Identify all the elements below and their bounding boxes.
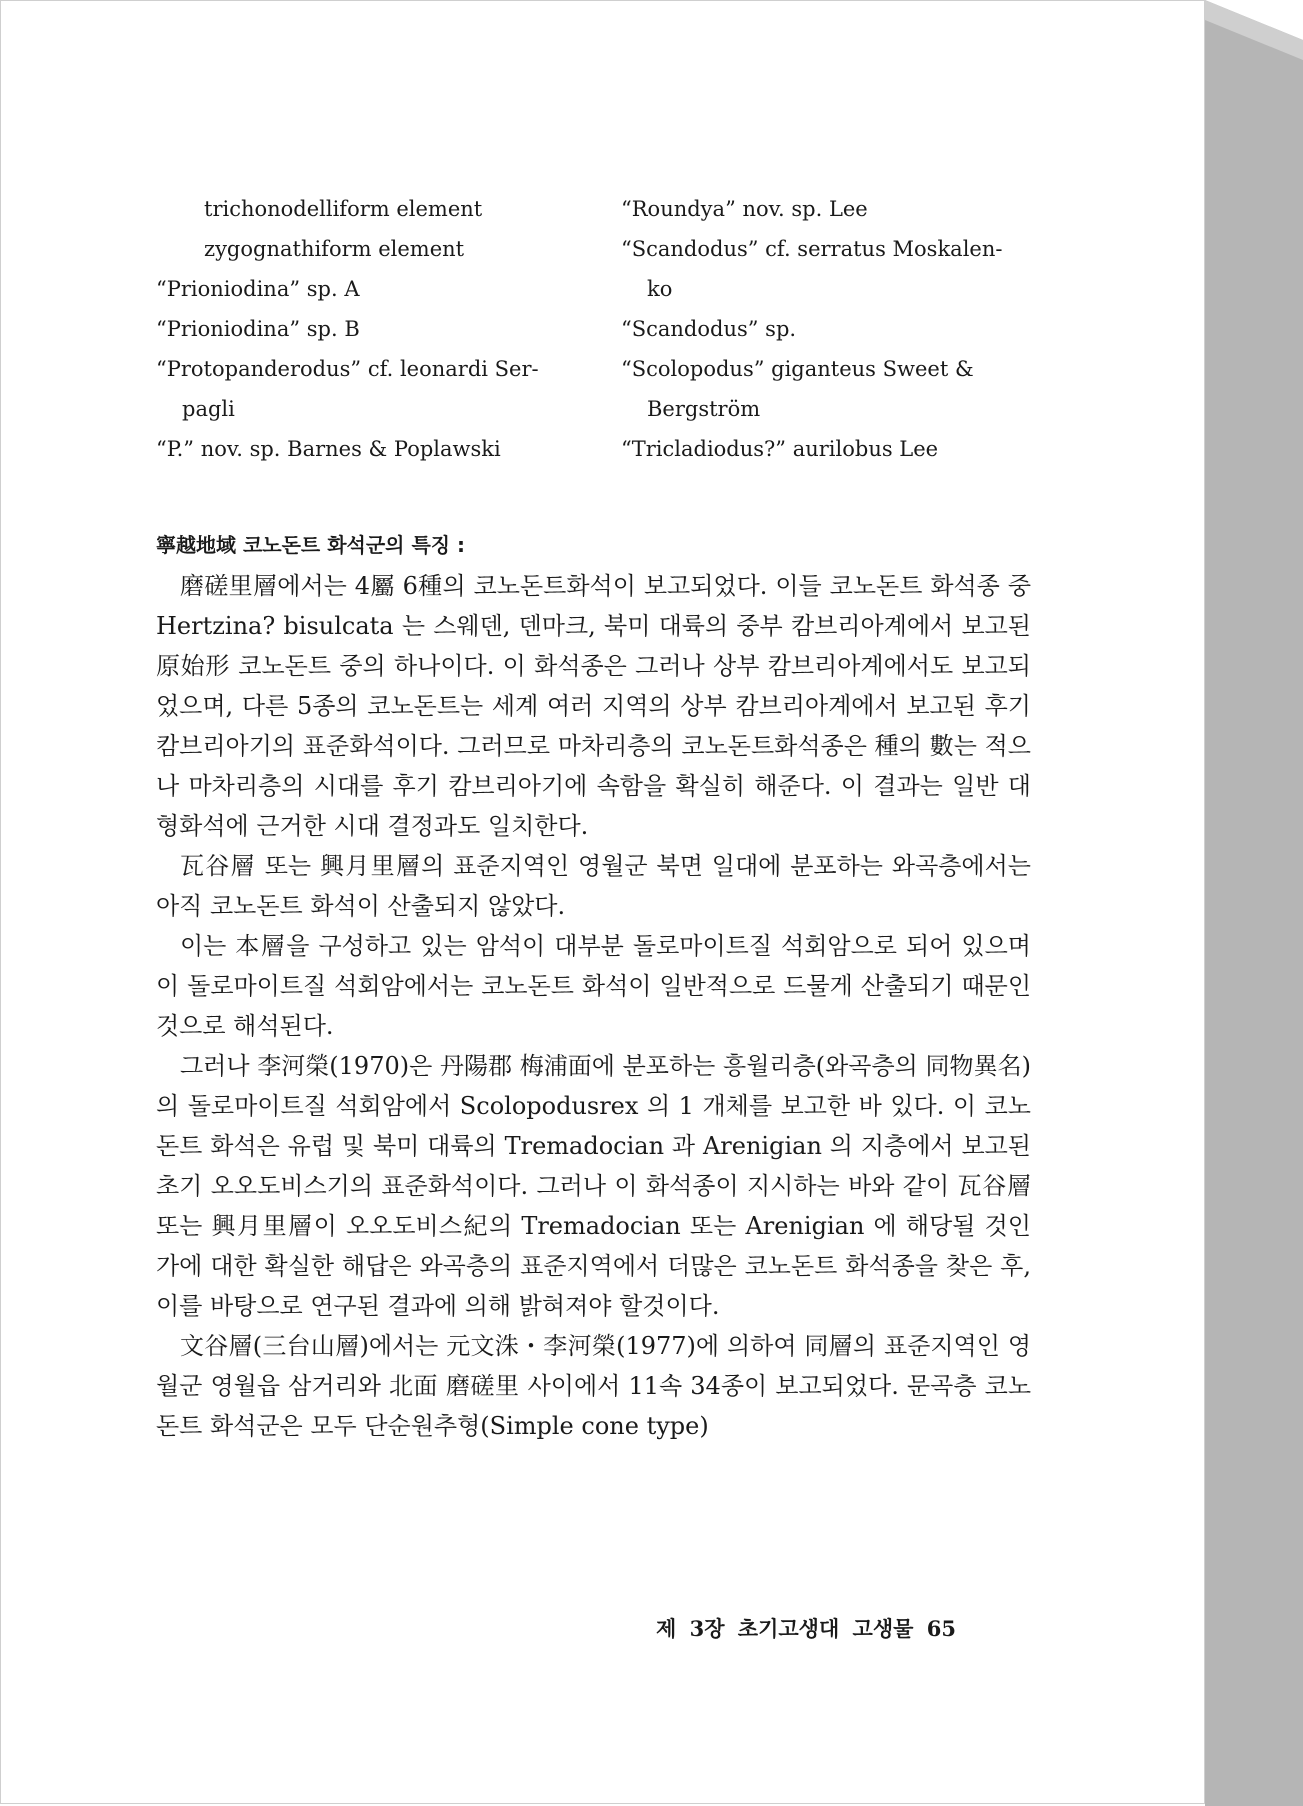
species_right-entry: Bergström xyxy=(647,397,761,421)
species_left-entry: trichonodelliform element xyxy=(204,197,483,221)
species-list-right xyxy=(621,189,1061,469)
species_right-entry: “Scandodus” sp. xyxy=(621,317,797,341)
section-heading: 寧越地域 코노돈트 화석군의 특징 : xyxy=(156,533,466,557)
page-footer: 제 3장 초기고생대 고생물 65 xyxy=(656,1616,956,1641)
species_right-entry: “Tricladiodus?” aurilobus Lee xyxy=(621,437,939,461)
species_left-entry: “Prioniodina” sp. B xyxy=(156,317,360,341)
species_right-entry: “Roundya” nov. sp. Lee xyxy=(621,197,868,221)
body-text xyxy=(156,566,1031,1446)
paragraph-1: 磨磋里層에서는 4屬 6種의 코노돈트화석이 보고되었다. 이들 코노돈트 화석종 중 Hertzina? bisulcata 는 스웨덴, 덴마크, 북미 대륙의 중부 캄브리아계에서 보고된 原始形 코노돈트 중의 하나이다. 이 화석종은 그러나 상부 캄브리아계에서도 보고되었으며, 다른 5종의 코노돈트는 세계 여러 지역의 상부 캄브리아계에서 보고된 후기 캄브리아기의 표준화석이다. 그러므로 마차리층의 코노돈트화석종은 種의 數는 적으나 마차리층의 시대를 후기 캄브리아기에 속함을 확실히 해준다. 이 결과는 일반 대형화석에 근거한 시대 결정과도 일치한다. xyxy=(156,572,1031,840)
paragraph-2: 瓦谷層 또는 興月里層의 표준지역인 영월군 북면 일대에 분포하는 와곡층에서는 아직 코노돈트 화석이 산출되지 않았다. xyxy=(156,852,1031,920)
species_left-entry: “P.” nov. sp. Barnes & Poplawski xyxy=(156,437,501,461)
species_right-entry: ko xyxy=(647,277,673,301)
species_right-entry: “Scolopodus” giganteus Sweet & xyxy=(621,357,974,381)
species_left-entry: “Prioniodina” sp. A xyxy=(156,277,360,301)
species_left-entry: zygognathiform element xyxy=(204,237,465,261)
paragraph-3: 이는 本層을 구성하고 있는 암석이 대부분 돌로마이트질 석회암으로 되어 있으며 이 돌로마이트질 석회암에서는 코노돈트 화석이 일반적으로 드물게 산출되기 때문인 것으로 해석된다. xyxy=(156,932,1031,1040)
species_left-entry: “Protopanderodus” cf. leonardi Ser- xyxy=(156,357,539,381)
paragraph-4: 그러나 李河榮(1970)은 丹陽郡 梅浦面에 분포하는 흥월리층(와곡층의 同物異名)의 돌로마이트질 석회암에서 Scolopodusrex 의 1 개체를 보고한 바 있다. 이 코노돈트 화석은 유럽 및 북미 대륙의 Tremadocian 과 Arenigian 의 지층에서 보고된 초기 오오도비스기의 표준화석이다. 그러나 이 화석종이 지시하는 바와 같이 瓦谷層 또는 興月里層이 오오도비스紀의 Tremadocian 또는 Arenigian 에 해당될 것인가에 대한 확실한 해답은 와곡층의 표준지역에서 더많은 코노돈트 화석종을 찾은 후, 이를 바탕으로 연구된 결과에 의해 밝혀져야 할것이다. xyxy=(156,1052,1031,1320)
species_right-entry: “Scandodus” cf. serratus Moskalen- xyxy=(621,237,1003,261)
paragraph-5: 文谷層(三台山層)에서는 元文洙・李河榮(1977)에 의하여 同層의 표준지역인 영월군 영월읍 삼거리와 北面 磨磋里 사이에서 11속 34종이 보고되었다. 문곡층 코노돈트 화석군은 모두 단순원추형(Simple cone type) xyxy=(156,1332,1031,1440)
species-list-left xyxy=(156,189,596,469)
species_left-entry: pagli xyxy=(182,397,235,421)
book-spine xyxy=(1205,0,1303,1806)
